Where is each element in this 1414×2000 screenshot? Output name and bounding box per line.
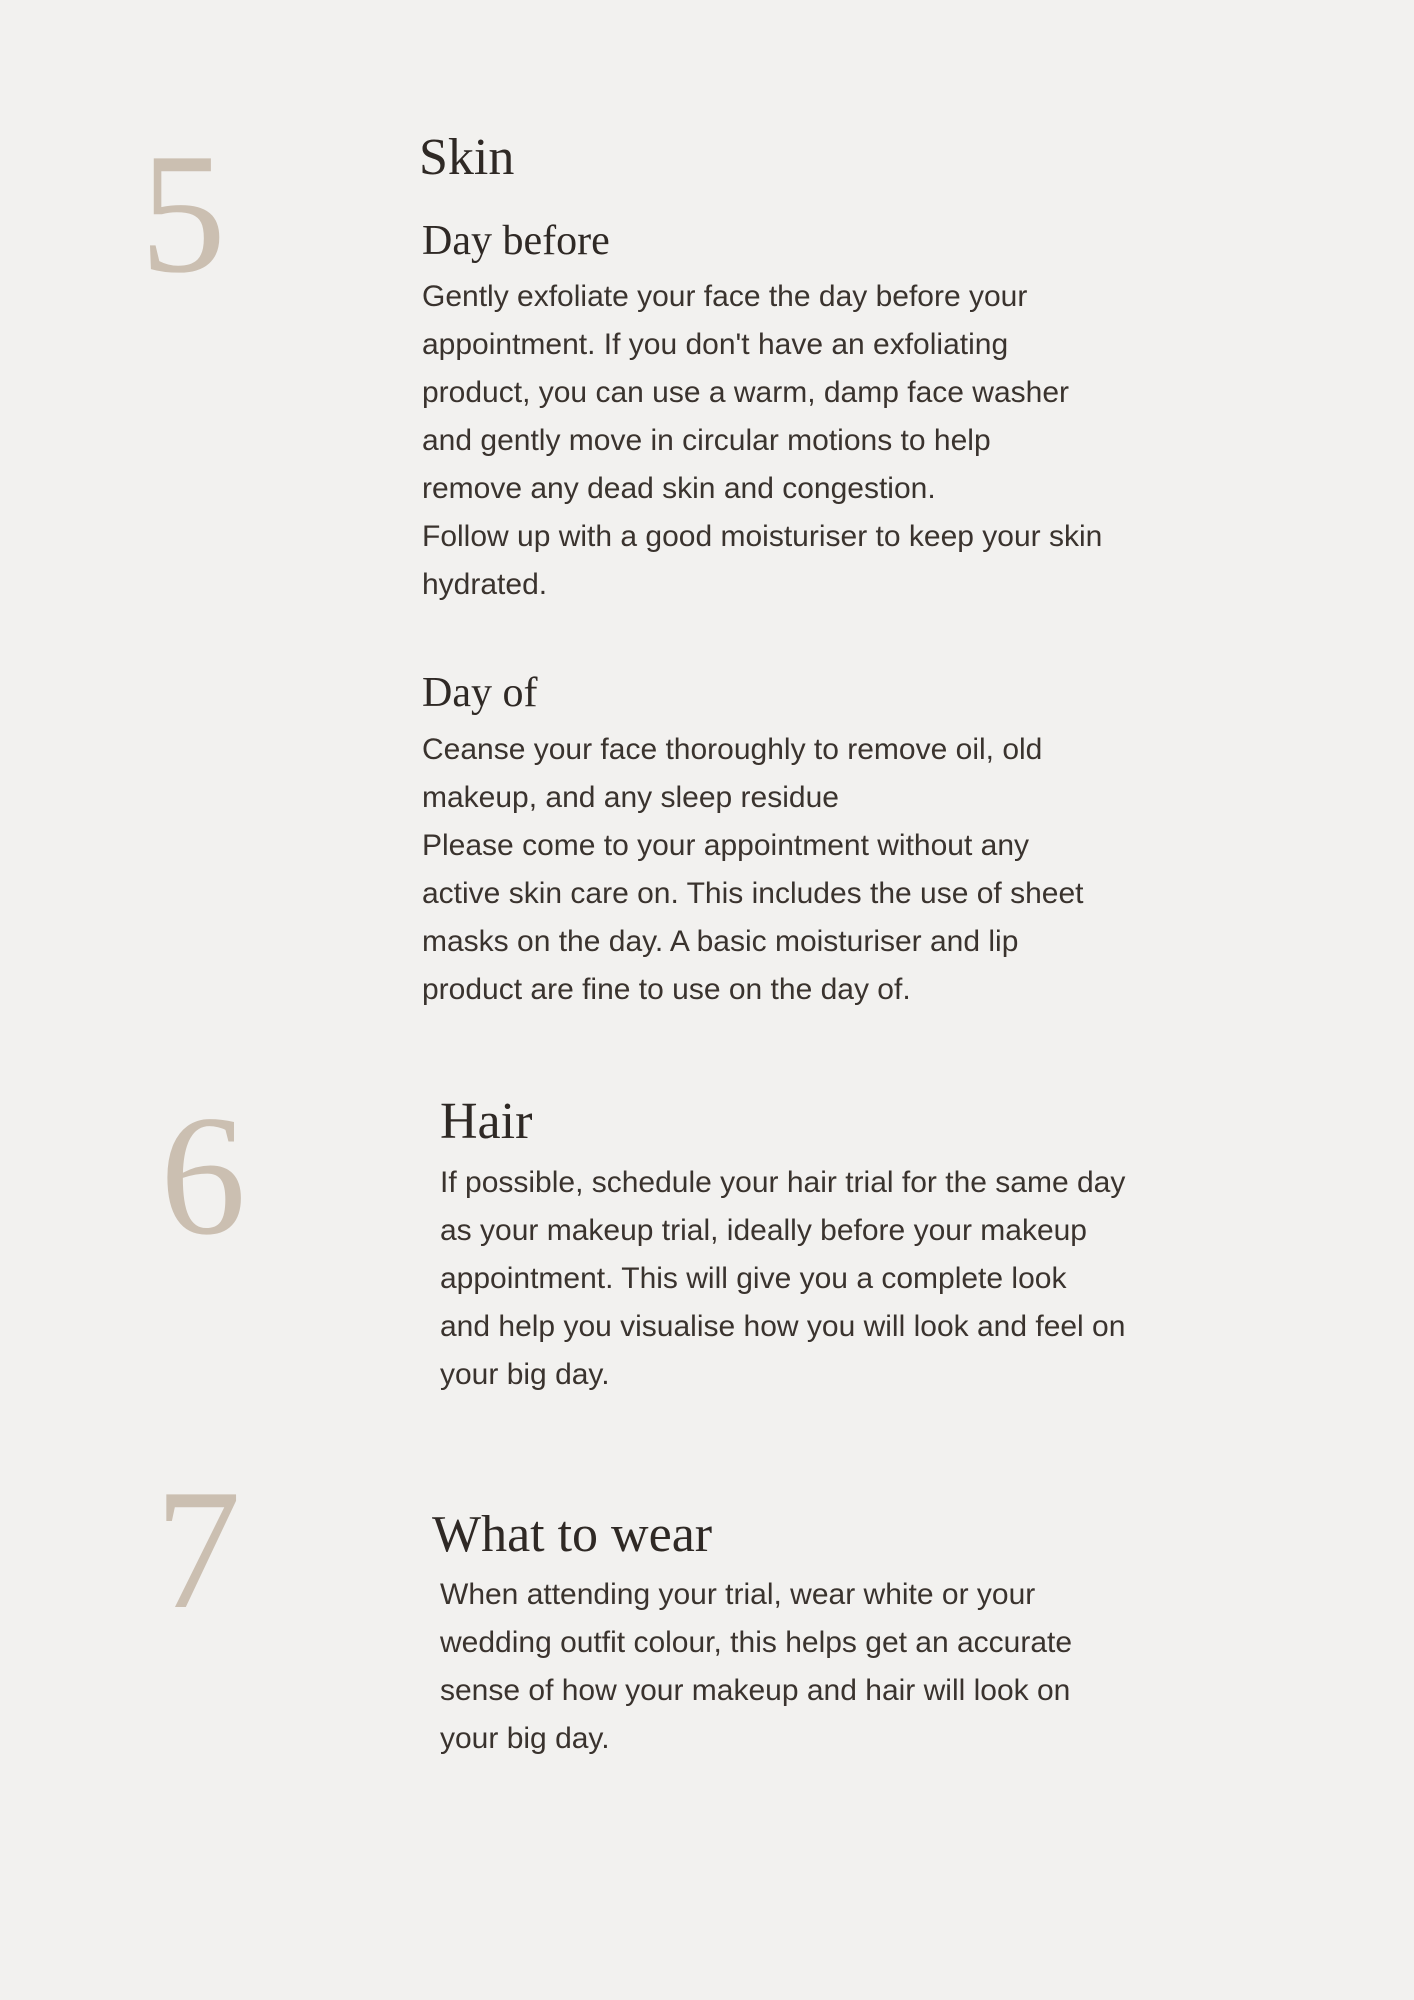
text-line: If possible, schedule your hair trial for the same day xyxy=(440,1166,1126,1199)
paragraph xyxy=(440,1571,1072,1763)
section-number: 7 xyxy=(155,1455,241,1645)
subsection-title: Day of xyxy=(422,670,538,716)
text-line: your big day. xyxy=(440,1358,610,1391)
paragraph xyxy=(422,273,1102,609)
text-line: Follow up with a good moisturiser to keep your skin xyxy=(422,520,1103,553)
text-line: and gently move in circular motions to help xyxy=(422,424,991,457)
text-line: remove any dead skin and congestion. xyxy=(422,472,936,505)
section-title: Skin xyxy=(419,129,515,186)
text-line: appointment. If you don't have an exfoliating xyxy=(422,328,1009,361)
text-line: hydrated. xyxy=(422,568,548,601)
text-line: Ceanse your face thoroughly to remove oil, old xyxy=(422,733,1043,766)
text-line: active skin care on. This includes the use of sheet xyxy=(422,877,1084,910)
paragraph xyxy=(440,1159,1125,1399)
section-number: 5 xyxy=(140,119,226,309)
text-line: appointment. This will give you a complete look xyxy=(440,1262,1067,1295)
text-line: makeup, and any sleep residue xyxy=(422,781,839,814)
text-line: as your makeup trial, ideally before your makeup xyxy=(440,1214,1087,1247)
subsection-title: Day before xyxy=(422,218,610,264)
section-number: 6 xyxy=(160,1081,246,1271)
paragraph xyxy=(422,726,1083,1014)
text-line: sense of how your makeup and hair will look on xyxy=(440,1674,1071,1707)
text-line: your big day. xyxy=(440,1722,610,1755)
text-line: and help you visualise how you will look and feel on xyxy=(440,1310,1126,1343)
text-line: wedding outfit colour, this helps get an accurate xyxy=(440,1626,1073,1659)
text-line: product are fine to use on the day of. xyxy=(422,973,911,1006)
section-title: Hair xyxy=(440,1093,533,1150)
text-line: Please come to your appointment without any xyxy=(422,829,1030,862)
text-line: When attending your trial, wear white or your xyxy=(440,1578,1036,1611)
section-title: What to wear xyxy=(432,1506,713,1563)
text-line: masks on the day. A basic moisturiser and lip xyxy=(422,925,1019,958)
text-line: Gently exfoliate your face the day before your xyxy=(422,280,1028,313)
text-line: product, you can use a warm, damp face washer xyxy=(422,376,1069,409)
